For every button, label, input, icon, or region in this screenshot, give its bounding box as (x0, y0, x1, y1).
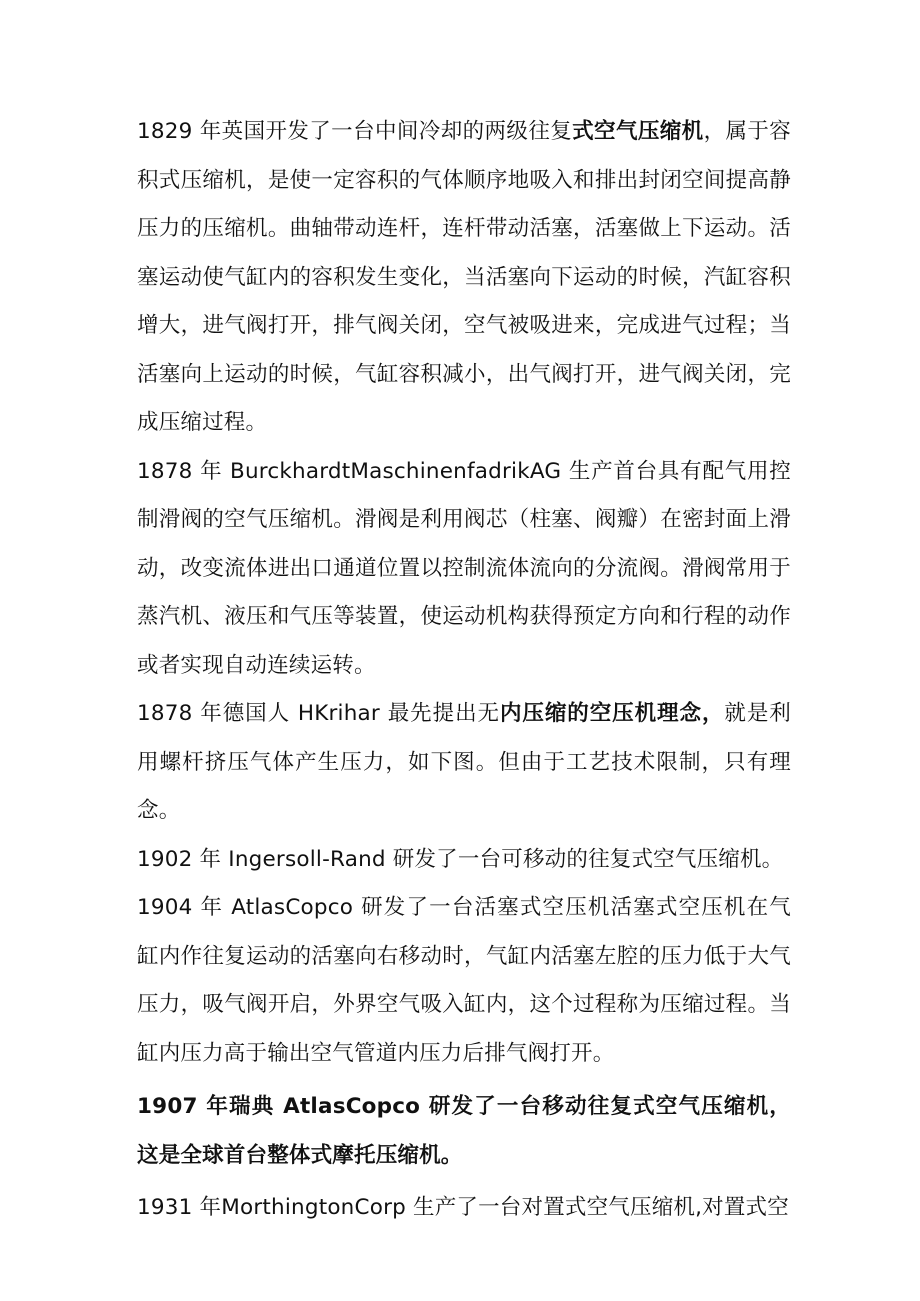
paragraph-1829-intro: 1829 年英国开发了一台中间冷却的两级往复 (137, 119, 573, 144)
paragraph-1878-krihar-body: 就是利用螺杆挤压气体产生压力，如下图。但由于工艺技术限制，只有理念。 (137, 701, 791, 823)
paragraph-1904: 1904 年 AtlasCopco 研发了一台活塞式空压机活塞式空压机在气缸内作往复运动的活塞向右移动时，气缸内活塞左腔的压力低于大气压力，吸气阀开启，外界空气吸入缸内，这个过程称为压缩过程。当缸内压力高于输出空气管道内压力后排气阀打开。 (137, 895, 791, 1066)
paragraph-1878-krihar-bold-term: 内压缩的空压机理念， (499, 701, 725, 726)
paragraph-1829 (137, 108, 791, 448)
paragraph-1878-krihar-intro: 1878 年德国人 HKrihar 最先提出无 (137, 701, 500, 726)
paragraph-1829-bold-term: 式空气压缩机 (572, 119, 704, 144)
paragraph-1829-body: ，属于容积式压缩机，是使一定容积的气体顺序地吸入和排出封闭空间提高静压力的压缩机。曲轴带动连杆，连杆带动活塞，活塞做上下运动。活塞运动使气缸内的容积发生变化，当活塞向下运动的时候，汽缸容积增大，进气阀打开，排气阀关闭，空气被吸进来，完成进气过程；当活塞向上运动的时候，气缸容积减小，出气阀打开，进气阀关闭，完成压缩过程。 (137, 119, 791, 435)
paragraph-1878-krihar (137, 690, 791, 836)
paragraph-1878-burckhardt: 1878 年 BurckhardtMaschinenfadrikAG 生产首台具有配气用控制滑阀的空气压缩机。滑阀是利用阀芯（柱塞、阀瓣）在密封面上滑动，改变流体进出口通道位置以控制流体流向的分流阀。滑阀常用于蒸汽机、液压和气压等装置，使运动机构获得预定方向和行程的动作或者实现自动连续运转。 (137, 458, 791, 678)
paragraph-1931: 1931 年MorthingtonCorp 生产了一台对置式空气压缩机,对置式空 (137, 1195, 789, 1220)
document-body (137, 108, 791, 1233)
paragraph-1902: 1902 年 Ingersoll-Rand 研发了一台可移动的往复式空气压缩机。 (137, 846, 784, 872)
paragraph-1907: 1907 年瑞典 AtlasCopco 研发了一台移动往复式空气压缩机，这是全球首台整体式摩托压缩机。 (137, 1094, 791, 1168)
